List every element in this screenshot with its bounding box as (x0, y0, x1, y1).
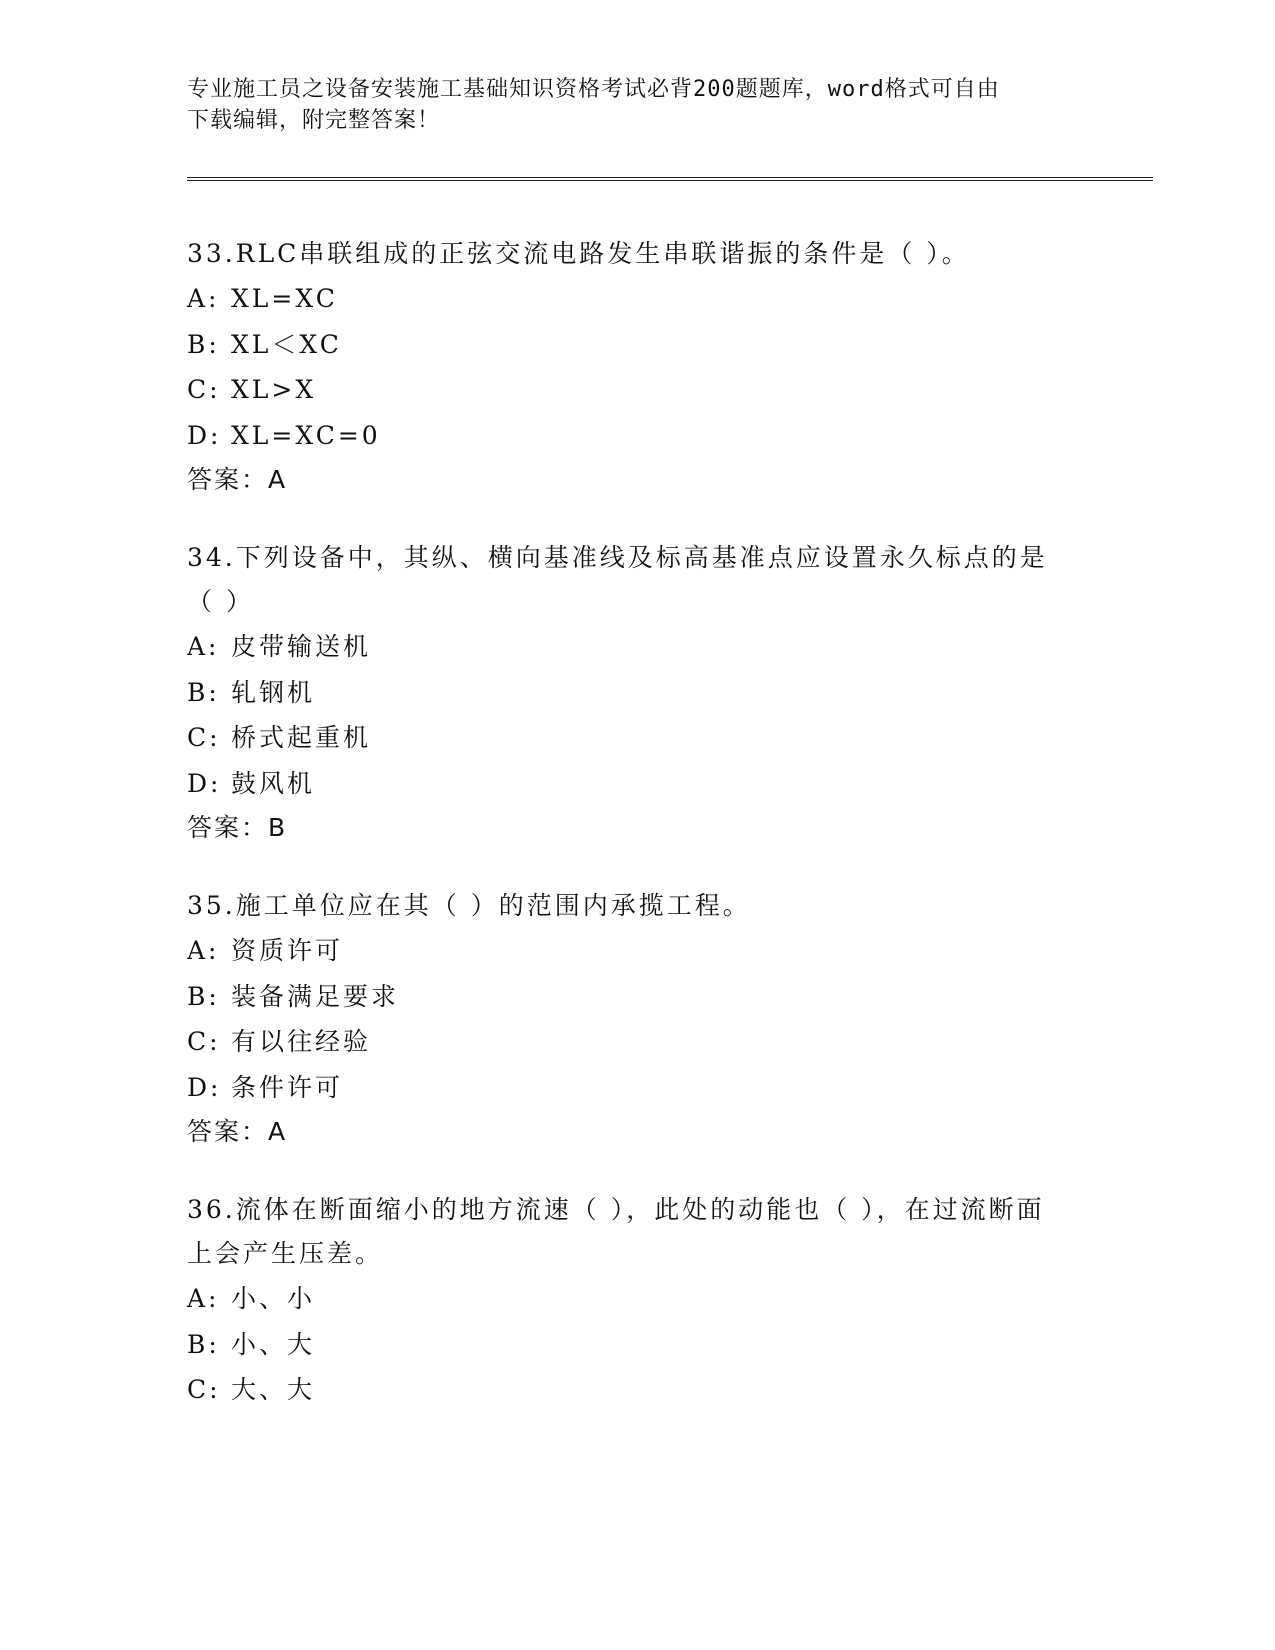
option-text: XL=XC=0 (231, 420, 381, 450)
option-text: 皮带输送机 (231, 632, 372, 661)
option-letter: A: (187, 284, 220, 313)
document-header (187, 74, 1067, 136)
option-letter: D: (187, 768, 222, 798)
question-text: 34.下列设备中，其纵、横向基准线及标高基准点应设置永久标点的是（ ） (187, 543, 1048, 616)
option-text: XL=XC (231, 284, 338, 313)
option-a (187, 276, 1087, 322)
option-c (187, 1367, 1087, 1413)
option-text: 条件许可 (231, 1072, 344, 1102)
question-text: 35.施工单位应在其（ ）的范围内承揽工程。 (187, 891, 751, 920)
option-c (187, 715, 1087, 761)
question-36 (187, 1188, 1087, 1413)
option-letter: C: (187, 1027, 221, 1056)
header-title-line-2: 下载编辑，附完整答案！ (187, 108, 441, 133)
option-text: 大、大 (231, 1375, 316, 1404)
option-letter: B: (187, 329, 220, 359)
option-text: 鼓风机 (231, 768, 316, 798)
question-text: 33.RLC串联组成的正弦交流电路发生串联谐振的条件是（ ）。 (187, 239, 970, 268)
option-d (187, 413, 1087, 459)
header-divider (187, 177, 1153, 181)
option-c (187, 367, 1087, 413)
option-c (187, 1019, 1087, 1065)
option-letter: B: (187, 981, 220, 1011)
option-letter: C: (187, 1375, 221, 1404)
option-b (187, 322, 1087, 368)
option-letter: C: (187, 375, 221, 404)
header-title-line-1: 专业施工员之设备安装施工基础知识资格考试必背200题题库，word格式可自由 (187, 77, 1000, 102)
option-a (187, 1276, 1087, 1322)
option-letter: B: (187, 1329, 220, 1359)
option-b (187, 670, 1087, 716)
option-d (187, 761, 1087, 807)
option-letter: B: (187, 677, 220, 707)
option-text: XL>X (231, 375, 317, 404)
option-text: 小、小 (231, 1284, 316, 1313)
option-text: 轧钢机 (231, 677, 316, 707)
option-text: 装备满足要求 (231, 981, 400, 1011)
option-text: 小、大 (231, 1329, 316, 1359)
answer-key: 答案：B (187, 813, 288, 842)
question-list (187, 232, 1087, 1447)
option-letter: C: (187, 723, 221, 752)
option-letter: A: (187, 936, 220, 965)
question-text: 36.流体在断面缩小的地方流速（ ），此处的动能也（ ），在过流断面上会产生压差。 (187, 1195, 1045, 1268)
answer-key: 答案：A (187, 1117, 288, 1146)
answer-key: 答案：A (187, 465, 288, 494)
option-text: 桥式起重机 (231, 723, 372, 752)
option-b (187, 1322, 1087, 1368)
option-d (187, 1065, 1087, 1111)
question-33 (187, 232, 1087, 502)
option-text: 资质许可 (231, 936, 344, 965)
option-letter: D: (187, 420, 222, 450)
option-a (187, 624, 1087, 670)
question-35 (187, 884, 1087, 1154)
question-34 (187, 536, 1087, 850)
option-b (187, 974, 1087, 1020)
option-letter: A: (187, 1284, 220, 1313)
option-letter: A: (187, 632, 220, 661)
option-letter: D: (187, 1072, 222, 1102)
option-text: 有以往经验 (231, 1027, 372, 1056)
option-a (187, 928, 1087, 974)
option-text: XL＜XC (231, 329, 342, 359)
